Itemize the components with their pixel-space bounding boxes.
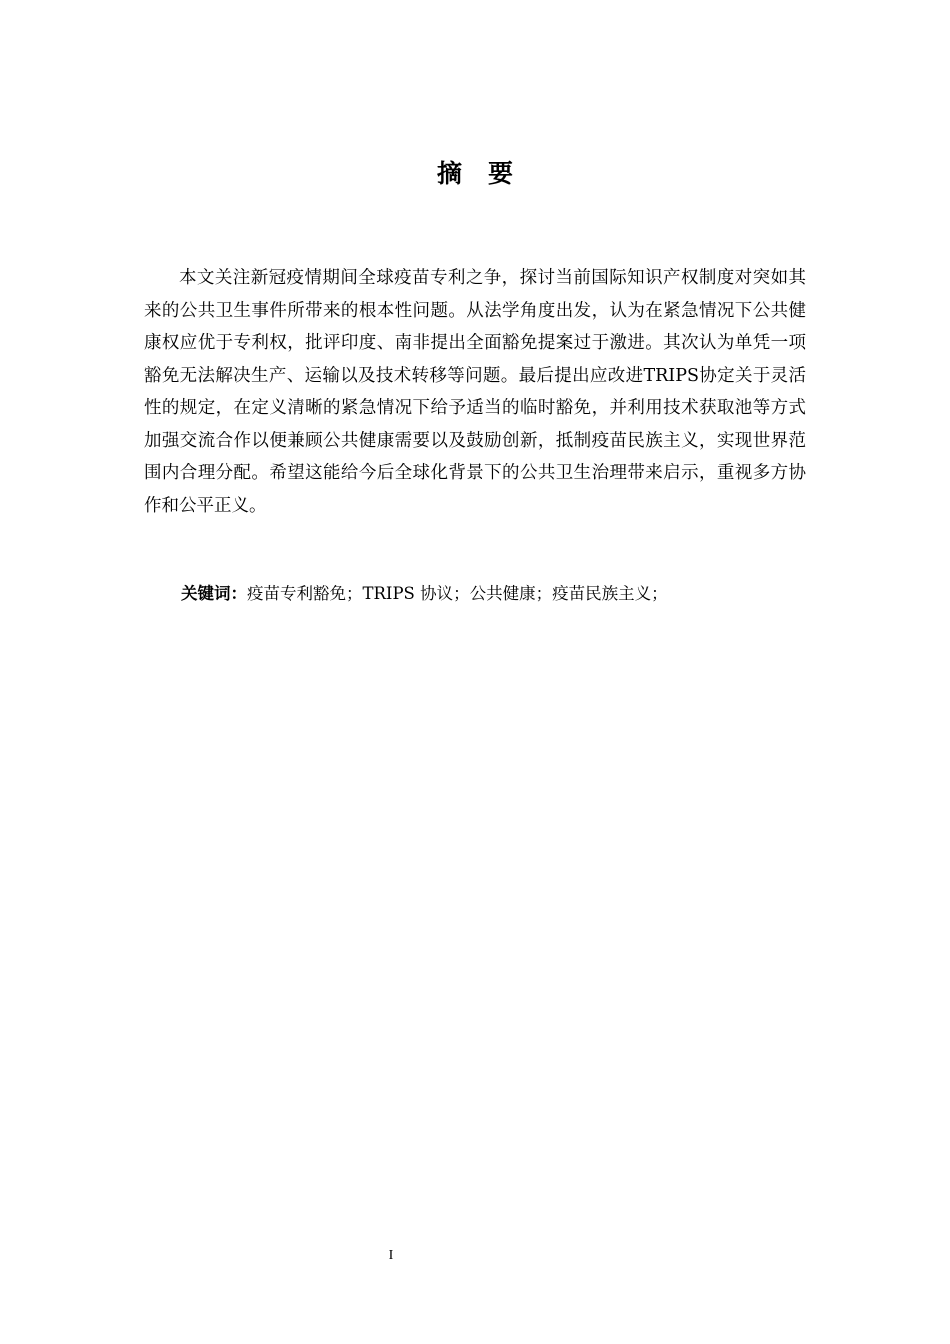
abstract-paragraph: 本文关注新冠疫情期间全球疫苗专利之争，探讨当前国际知识产权制度对突如其来的公共卫生事件所带来的根本性问题。从法学角度出发，认为在紧急情况下公共健康权应优于专利权，批评印度、南非提出全面豁免提案过于激进。其次认为单凭一项豁免无法解决生产、运输以及技术转移等问题。最后提出应改进TRIPS协定关于灵活性的规定，在定义清晰的紧急情况下给予适当的临时豁免，并利用技术获取池等方式加强交流合作以便兼顾公共健康需要以及鼓励创新，抵制疫苗民族主义，实现世界范围内合理分配。希望这能给今后全球化背景下的公共卫生治理带来启示，重视多方协作和公平正义。	[144, 268, 806, 516]
page-number: I	[388, 1248, 394, 1263]
keywords-text: 疫苗专利豁免；TRIPS 协议；公共健康；疫苗民族主义；	[247, 584, 668, 603]
abstract-title: 摘要	[436, 159, 539, 188]
keywords-label: 关键词：	[181, 584, 247, 603]
keywords-line	[181, 578, 801, 610]
